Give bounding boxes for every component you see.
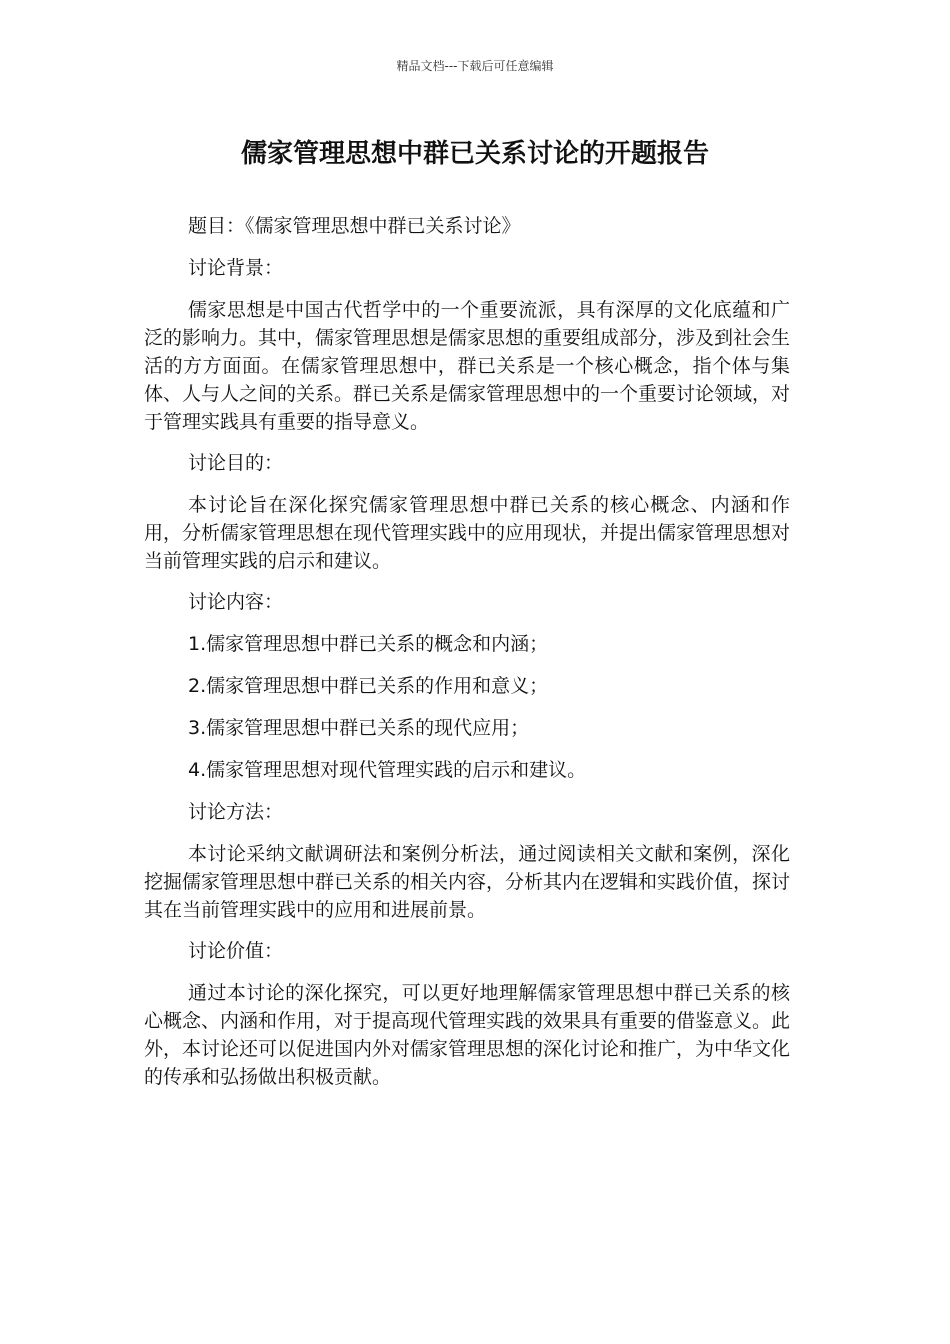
content-item-2: 2.儒家管理思想中群已关系的作用和意义； <box>188 675 549 697</box>
value-paragraph: 通过本讨论的深化探究，可以更好地理解儒家管理思想中群已关系的核心概念、内涵和作用，对于提高现代管理实践的效果具有重要的借鉴意义。此外，本讨论还可以促进国内外对儒家管理思想的深化讨论和推广，为中华文化的传承和弘扬做出积极贡献。 <box>144 982 791 1088</box>
background-heading: 讨论背景： <box>188 257 284 279</box>
method-paragraph: 本讨论采纳文献调研法和案例分析法，通过阅读相关文献和案例，深化挖掘儒家管理思想中群已关系的相关内容，分析其内在逻辑和实践价值，探讨其在当前管理实践中的应用和进展前景。 <box>144 843 791 921</box>
content-heading: 讨论内容： <box>188 591 284 613</box>
document-title: 儒家管理思想中群已关系讨论的开题报告 <box>240 139 709 169</box>
method-heading: 讨论方法： <box>188 801 284 823</box>
page-header: 精品文档---下载后可任意编辑 <box>396 59 554 73</box>
document-body <box>144 212 790 1104</box>
topic-line: 题目：《儒家管理思想中群已关系讨论》 <box>188 215 521 237</box>
purpose-paragraph: 本讨论旨在深化探究儒家管理思想中群已关系的核心概念、内涵和作用，分析儒家管理思想在现代管理实践中的应用现状，并提出儒家管理思想对当前管理实践的启示和建议。 <box>144 494 791 572</box>
content-item-4: 4.儒家管理思想对现代管理实践的启示和建议。 <box>188 759 587 781</box>
content-item-1: 1.儒家管理思想中群已关系的概念和内涵； <box>188 633 549 655</box>
content-item-3: 3.儒家管理思想中群已关系的现代应用； <box>188 717 530 739</box>
purpose-heading: 讨论目的： <box>188 452 284 474</box>
background-paragraph: 儒家思想是中国古代哲学中的一个重要流派，具有深厚的文化底蕴和广泛的影响力。其中，儒家管理思想是儒家思想的重要组成部分，涉及到社会生活的方方面面。在儒家管理思想中，群已关系是一个核心概念，指个体与集体、人与人之间的关系。群已关系是儒家管理思想中的一个重要讨论领域，对于管理实践具有重要的指导意义。 <box>144 299 791 433</box>
value-heading: 讨论价值： <box>188 940 284 962</box>
